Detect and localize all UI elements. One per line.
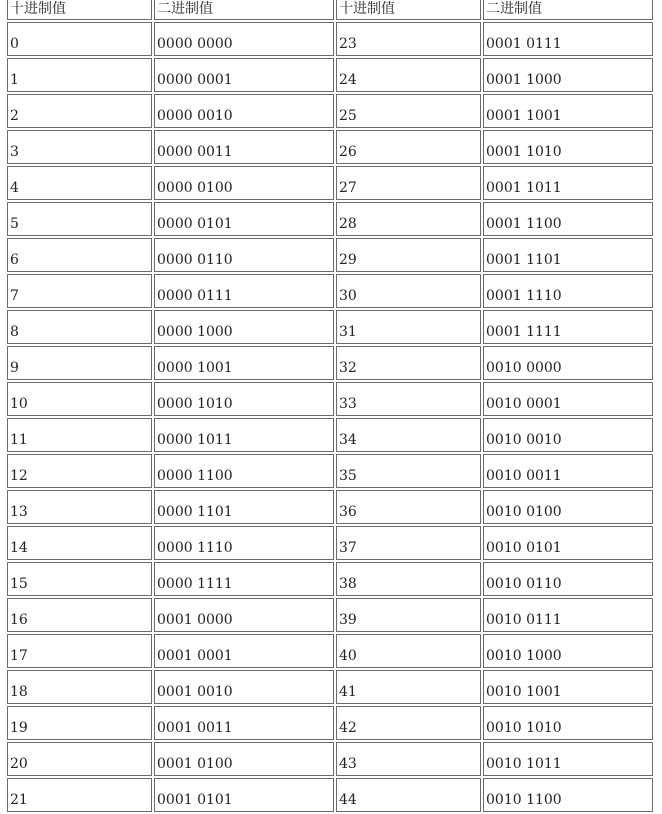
- cell-binary-left: 0000 1110: [154, 526, 334, 560]
- cell-decimal-left: 7: [7, 274, 152, 308]
- cell-binary-left: 0001 0001: [154, 634, 334, 668]
- table-row: [7, 418, 653, 452]
- cell-binary-right: 0010 0111: [483, 598, 653, 632]
- cell-decimal-right: 38: [336, 562, 481, 596]
- cell-decimal-right: 33: [336, 382, 481, 416]
- cell-binary-left: 0000 1101: [154, 490, 334, 524]
- cell-binary-left: 0001 0100: [154, 742, 334, 776]
- cell-decimal-right: 39: [336, 598, 481, 632]
- cell-binary-right: 0001 1000: [483, 58, 653, 92]
- cell-decimal-left: 8: [7, 310, 152, 344]
- table-row: [7, 598, 653, 632]
- table-row: [7, 562, 653, 596]
- cell-binary-right: 0001 1100: [483, 202, 653, 236]
- cell-binary-left: 0000 0011: [154, 130, 334, 164]
- header-decimal-1: 十进制值: [7, 0, 152, 20]
- cell-binary-right: 0001 1101: [483, 238, 653, 272]
- cell-decimal-right: 26: [336, 130, 481, 164]
- cell-decimal-right: 29: [336, 238, 481, 272]
- cell-binary-left: 0000 1111: [154, 562, 334, 596]
- cell-binary-right: 0001 0111: [483, 22, 653, 56]
- table-row: [7, 22, 653, 56]
- cell-decimal-left: 10: [7, 382, 152, 416]
- table-row: [7, 274, 653, 308]
- cell-decimal-right: 28: [336, 202, 481, 236]
- cell-binary-right: 0001 1010: [483, 130, 653, 164]
- cell-decimal-left: 11: [7, 418, 152, 452]
- decimal-binary-table: [5, 0, 655, 814]
- cell-binary-right: 0001 1110: [483, 274, 653, 308]
- cell-binary-right: 0001 1011: [483, 166, 653, 200]
- cell-binary-left: 0000 0010: [154, 94, 334, 128]
- cell-binary-left: 0001 0101: [154, 778, 334, 812]
- table-row: [7, 166, 653, 200]
- cell-binary-left: 0000 0100: [154, 166, 334, 200]
- cell-decimal-left: 14: [7, 526, 152, 560]
- table-row: [7, 454, 653, 488]
- cell-decimal-right: 25: [336, 94, 481, 128]
- cell-decimal-left: 20: [7, 742, 152, 776]
- cell-binary-right: 0010 0101: [483, 526, 653, 560]
- cell-decimal-left: 16: [7, 598, 152, 632]
- cell-binary-left: 0000 0000: [154, 22, 334, 56]
- cell-decimal-left: 0: [7, 22, 152, 56]
- cell-binary-left: 0001 0010: [154, 670, 334, 704]
- table-row: [7, 670, 653, 704]
- cell-binary-right: 0010 0110: [483, 562, 653, 596]
- cell-binary-left: 0001 0000: [154, 598, 334, 632]
- table-row: [7, 742, 653, 776]
- cell-decimal-right: 41: [336, 670, 481, 704]
- table-row: [7, 346, 653, 380]
- cell-binary-right: 0010 1001: [483, 670, 653, 704]
- cell-binary-right: 0010 0001: [483, 382, 653, 416]
- header-row: [7, 0, 653, 20]
- cell-binary-right: 0010 0011: [483, 454, 653, 488]
- table-row: [7, 238, 653, 272]
- table-row: [7, 94, 653, 128]
- cell-binary-right: 0010 1011: [483, 742, 653, 776]
- cell-binary-left: 0000 0110: [154, 238, 334, 272]
- cell-decimal-left: 19: [7, 706, 152, 740]
- table-row: [7, 310, 653, 344]
- cell-binary-left: 0000 1000: [154, 310, 334, 344]
- cell-decimal-right: 43: [336, 742, 481, 776]
- header-binary-1: 二进制值: [154, 0, 334, 20]
- cell-decimal-left: 3: [7, 130, 152, 164]
- cell-decimal-left: 1: [7, 58, 152, 92]
- table-row: [7, 706, 653, 740]
- table-row: [7, 202, 653, 236]
- cell-decimal-left: 12: [7, 454, 152, 488]
- cell-decimal-right: 23: [336, 22, 481, 56]
- cell-binary-right: 0010 1100: [483, 778, 653, 812]
- table-row: [7, 490, 653, 524]
- cell-binary-left: 0000 0101: [154, 202, 334, 236]
- cell-decimal-left: 4: [7, 166, 152, 200]
- table-row: [7, 382, 653, 416]
- table-container: [5, 0, 655, 814]
- cell-binary-right: 0001 1001: [483, 94, 653, 128]
- cell-decimal-left: 21: [7, 778, 152, 812]
- table-row: [7, 58, 653, 92]
- cell-decimal-right: 37: [336, 526, 481, 560]
- cell-binary-right: 0010 0100: [483, 490, 653, 524]
- cell-decimal-right: 44: [336, 778, 481, 812]
- header-decimal-2: 十进制值: [336, 0, 481, 20]
- cell-binary-right: 0010 1000: [483, 634, 653, 668]
- table-body: [7, 22, 653, 812]
- cell-decimal-right: 27: [336, 166, 481, 200]
- cell-binary-left: 0000 1010: [154, 382, 334, 416]
- cell-decimal-left: 6: [7, 238, 152, 272]
- cell-binary-left: 0001 0011: [154, 706, 334, 740]
- table-row: [7, 526, 653, 560]
- cell-decimal-left: 13: [7, 490, 152, 524]
- cell-binary-right: 0010 1010: [483, 706, 653, 740]
- cell-binary-left: 0000 0111: [154, 274, 334, 308]
- cell-decimal-right: 36: [336, 490, 481, 524]
- cell-decimal-left: 18: [7, 670, 152, 704]
- cell-decimal-right: 32: [336, 346, 481, 380]
- cell-decimal-left: 5: [7, 202, 152, 236]
- cell-binary-right: 0010 0000: [483, 346, 653, 380]
- cell-binary-left: 0000 1100: [154, 454, 334, 488]
- cell-decimal-right: 35: [336, 454, 481, 488]
- cell-decimal-right: 34: [336, 418, 481, 452]
- cell-binary-right: 0010 0010: [483, 418, 653, 452]
- cell-binary-left: 0000 1011: [154, 418, 334, 452]
- table-header: [7, 0, 653, 20]
- cell-decimal-right: 40: [336, 634, 481, 668]
- cell-decimal-left: 2: [7, 94, 152, 128]
- table-row: [7, 778, 653, 812]
- cell-binary-left: 0000 1001: [154, 346, 334, 380]
- cell-decimal-right: 42: [336, 706, 481, 740]
- cell-decimal-left: 9: [7, 346, 152, 380]
- cell-binary-left: 0000 0001: [154, 58, 334, 92]
- table-row: [7, 130, 653, 164]
- cell-decimal-right: 30: [336, 274, 481, 308]
- header-binary-2: 二进制值: [483, 0, 653, 20]
- cell-decimal-left: 17: [7, 634, 152, 668]
- cell-decimal-right: 31: [336, 310, 481, 344]
- cell-decimal-right: 24: [336, 58, 481, 92]
- table-row: [7, 634, 653, 668]
- cell-decimal-left: 15: [7, 562, 152, 596]
- cell-binary-right: 0001 1111: [483, 310, 653, 344]
